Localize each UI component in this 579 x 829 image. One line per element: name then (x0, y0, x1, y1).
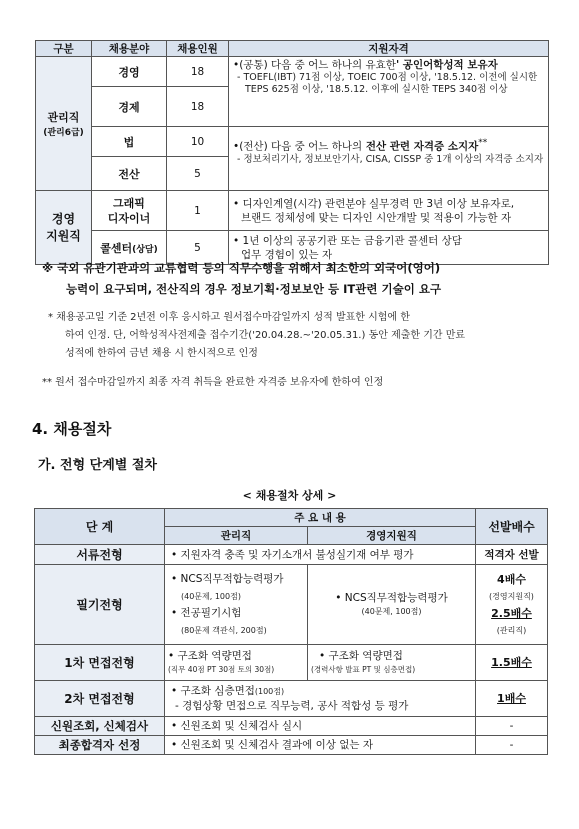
main-note (42, 258, 441, 300)
qualification-design (229, 191, 549, 231)
interview2-l1-text: • 구조화 심층면접 (171, 685, 255, 697)
content-cell-support (308, 565, 476, 645)
written-mgmt-l2: • 전공필기시험 (171, 606, 242, 619)
table-row (36, 191, 549, 231)
content-cell-management (165, 565, 308, 645)
ratio-cell (476, 681, 548, 717)
table-row (35, 736, 548, 755)
qual-it-sup: ** (478, 138, 488, 148)
group-support-l2: 지원직 (46, 228, 81, 243)
qual-general-detail: - TOEFL(IBT) 71점 이상, TOEIC 700점 이상, '18.5.12. 이전에 실시한 TEPS 625점 이상, '18.5.12. 이후에 실시한 TEPS 340점 이상 (237, 72, 538, 95)
qual-it-bold: 전산 관련 자격증 소지자 (362, 140, 479, 153)
ratio-cell: - (476, 717, 548, 736)
table-row (35, 545, 548, 565)
interview2-l1-sub: (100점) (254, 687, 285, 696)
table-row (35, 681, 548, 717)
interview1-sup-s1: (경력사항 발표 PT 및 심층면접) (311, 664, 416, 674)
written-sup-s1: (40문제, 100점) (361, 606, 422, 616)
table-row (35, 645, 548, 681)
field-label-l1: 그래픽 (113, 196, 145, 210)
field-cell: 경영 (92, 57, 167, 87)
stage-cell: 서류전형 (35, 545, 165, 565)
group-support-l1: 경영 (51, 211, 76, 226)
table-row (35, 717, 548, 736)
ratio-cell: 적격자 선발 (476, 545, 548, 565)
count-cell: 1 (167, 191, 229, 231)
interview2-l1 (171, 684, 469, 699)
count-cell: 10 (167, 127, 229, 157)
table-row (35, 565, 548, 645)
table-row (36, 127, 549, 157)
count-cell: 5 (167, 157, 229, 191)
qual-it-text: •(전산) 다음 중 어느 하나의 (233, 140, 363, 153)
ratio-cell: - (476, 736, 548, 755)
main-note-l2: 능력이 요구되며, 전산직의 경우 정보기획·정보보안 등 IT관련 기술이 요구 (66, 282, 442, 296)
content-cell: • 지원자격 충족 및 자기소개서 불성실기재 여부 평가 (165, 545, 476, 565)
group-management-label: 관리직 (47, 111, 80, 124)
field-sub: (상담) (132, 244, 158, 255)
footnote-1-l3: 성적에 한하여 금년 채용 시 한시적으로 인정 (65, 348, 258, 359)
header-count: 채용인원 (167, 41, 229, 57)
count-cell: 18 (167, 87, 229, 127)
ratio-cell (476, 565, 548, 645)
ratio-value: 1배수 (497, 691, 526, 705)
field-cell (92, 191, 167, 231)
footnote-1 (48, 309, 465, 363)
footnote-1-l2: 하여 인정. 단, 어학성적사전제출 접수기간('20.04.28.~'20.05.31.) 동안 제출한 기간 만료 (65, 330, 466, 341)
table-caption: < 채용절차 상세 > (242, 489, 337, 502)
header-support: 경영지원직 (308, 527, 476, 545)
table-row (36, 57, 549, 87)
section-heading: 4. 채용절차 (32, 420, 112, 438)
interview1-sup-l1: • 구조화 역량면접 (319, 649, 403, 662)
written-mgmt-s2: (80문제 객관식, 200점) (181, 625, 267, 635)
qual-design-l2: 브랜드 정체성에 맞는 디자인 시안개발 및 적용이 가능한 자 (241, 211, 512, 224)
content-cell: • 신원조회 및 신체검사 결과에 이상 없는 자 (165, 736, 476, 755)
written-sup-l1: • NCS직무적합능력평가 (335, 591, 448, 604)
subsection-heading: 가. 전형 단계별 절차 (38, 458, 157, 473)
header-ratio: 선발배수 (476, 509, 548, 545)
qual-general-bold: ' 공인어학성적 보유자 (395, 59, 498, 71)
ratio-a-sub: (경영지원직) (489, 591, 534, 601)
main-note-l1: ※ 국외 유관기관과의 교류협력 등의 직무수행을 위해서 최소한의 외국어(영어) (42, 261, 441, 275)
qualification-table (35, 40, 549, 265)
footnote-2: ** 원서 접수마감일까지 최종 자격 취득을 완료한 자격증 보유자에 한하여 인정 (42, 377, 384, 388)
qual-general-text: •(공통) 다음 중 어느 하나의 유효한 (233, 59, 396, 71)
qualification-general (229, 57, 549, 127)
field-cell: 전산 (92, 157, 167, 191)
count-cell: 18 (167, 57, 229, 87)
field-label-l2: 디자이너 (107, 211, 151, 225)
written-mgmt-s1: (40문제, 100점) (181, 591, 241, 601)
field-cell: 법 (92, 127, 167, 157)
content-cell: • 신원조회 및 신체검사 실시 (165, 717, 476, 736)
field-cell: 경제 (92, 87, 167, 127)
ratio-cell (476, 645, 548, 681)
header-category: 구분 (36, 41, 92, 57)
qualification-it (229, 127, 549, 191)
header-qualification: 지원자격 (229, 41, 549, 57)
ratio-value: 1.5배수 (491, 655, 532, 669)
qual-design-l1: • 디자인계열(시각) 관련분야 실무경력 만 3년 이상 보유자로, (233, 197, 515, 210)
qual-it-detail: - 정보처리기사, 정보보안기사, CISA, CISSP 중 1개 이상의 자격증 소지자 (237, 153, 544, 165)
field-label: 콜센터 (100, 241, 133, 255)
header-field: 채용분야 (92, 41, 167, 57)
group-management (36, 57, 92, 191)
ratio-b: 2.5배수 (491, 606, 532, 620)
header-content: 주 요 내 용 (165, 509, 476, 527)
qual-call-l2: 업무 경험이 있는 자 (241, 248, 333, 261)
interview2-l2: - 경험상황 면접으로 직무능력, 공사 적합성 등 평가 (175, 700, 409, 712)
count-cell: 5 (167, 231, 229, 265)
content-cell-management (165, 645, 308, 681)
qual-it-heading (233, 136, 544, 154)
ratio-a: 4배수 (497, 572, 526, 586)
stage-cell: 최종합격자 선정 (35, 736, 165, 755)
group-management-sub: (관리6급) (43, 128, 84, 138)
stage-cell: 1차 면접전형 (35, 645, 165, 681)
content-cell-support (308, 645, 476, 681)
interview1-mgmt-l1: • 구조화 역량면접 (168, 649, 252, 662)
footnote-1-l1: * 채용공고일 기준 2년전 이후 응시하고 원서접수마감일까지 성적 발표한 시험에 한 (48, 312, 410, 323)
qual-call-l1: • 1년 이상의 공공기관 또는 금융기관 콜센터 상담 (233, 234, 462, 247)
ratio-b-sub: (관리직) (496, 625, 527, 635)
interview1-mgmt-s1: (직무 40점 PT 30점 토의 30점) (168, 664, 275, 674)
content-cell (165, 681, 476, 717)
group-support (36, 191, 92, 265)
header-stage: 단 계 (35, 509, 165, 545)
table-header-row (36, 41, 549, 57)
procedure-table (34, 508, 548, 755)
stage-cell: 신원조회, 신체검사 (35, 717, 165, 736)
qual-general-heading (233, 58, 544, 72)
header-management: 관리직 (165, 527, 308, 545)
stage-cell: 2차 면접전형 (35, 681, 165, 717)
table-header-row (35, 509, 548, 527)
written-mgmt-l1: • NCS직무적합능력평가 (171, 572, 284, 585)
stage-cell: 필기전형 (35, 565, 165, 645)
